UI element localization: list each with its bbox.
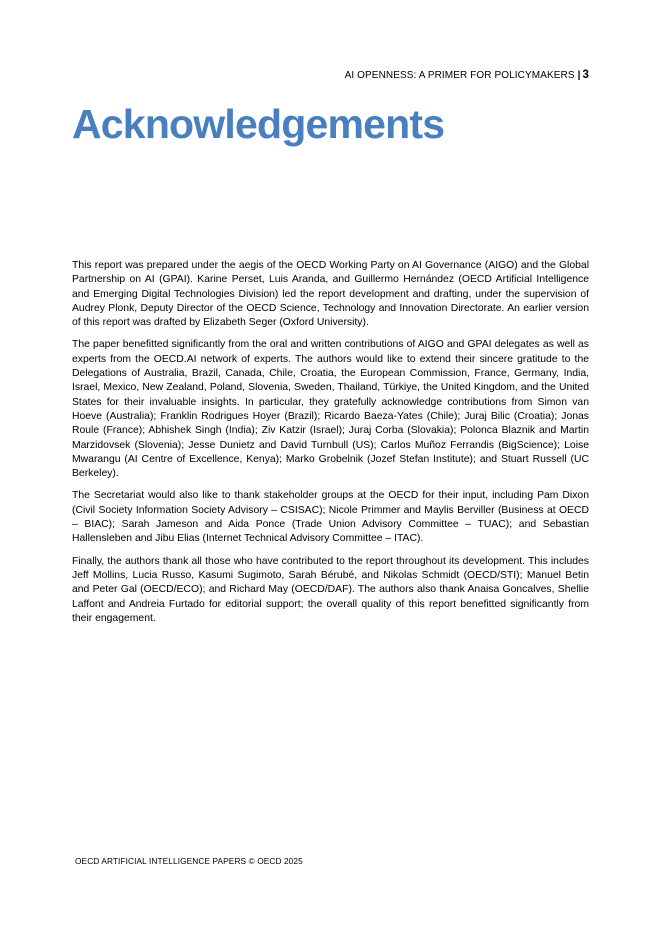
page-number: 3 (582, 69, 589, 81)
body-text (72, 259, 589, 634)
page-footer: OECD ARTIFICIAL INTELLIGENCE PAPERS © OECD 2025 (75, 856, 303, 866)
page-title: Acknowledgements (72, 101, 445, 147)
paragraph-4: Finally, the authors thank all those who have contributed to the report throughout its development. This includes Jeff Mollins, Lucia Russo, Kasumi Sugimoto, Sarah Bérubé, and Nikolas Schmidt (OECD/STI); Manuel Betin and Peter Gal (OECD/ECO); and Richard May (OECD/DAF). The authors also thank Anaisa Goncalves, Shellie Laffont and Andreia Furtado for editorial support; the overall quality of this report benefitted significantly from their engagement. (72, 555, 589, 624)
running-header-title: AI OPENNESS: A PRIMER FOR POLICYMAKERS (344, 70, 575, 81)
paragraph-1: This report was prepared under the aegis of the OECD Working Party on AI Governance (AIGO) and the Global Partnership on AI (GPAI). Karine Perset, Luis Aranda, and Guillermo Hernández (OECD Artificial Intelligence and Emerging Digital Technologies Division) led the report development and drafting, under the supervision of Audrey Plonk, Deputy Director of the OECD Science, Technology and Innovation Directorate. An earlier version of this report was drafted by Elizabeth Seger (Oxford University). (72, 260, 589, 329)
running-header-separator: | (577, 70, 581, 81)
paragraph-3: The Secretariat would also like to thank stakeholder groups at the OECD for their input, including Pam Dixon (Civil Society Information Society Advisory – CSISAC); Nicole Primmer and Maylis Berviller (Business at OECD – BIAC); Sarah Jameson and Aida Ponce (Trade Union Advisory Committee – TUAC); and Sebastian Hallensleben and Jibu Elias (Internet Technical Advisory Committee – ITAC). (72, 490, 589, 545)
paragraph-2: The paper benefitted significantly from the oral and written contributions of AIGO and GPAI delegates as well as experts from the OECD.AI network of experts. The authors would like to extend their sincere gratitude to the Delegations of Australia, Brazil, Canada, Chile, Croatia, the European Commission, France, Germany, India, Israel, Mexico, New Zealand, Poland, Slovenia, Sweden, Thailand, Türkiye, the United Kingdom, and the United States for their invaluable insights. In particular, they gratefully acknowledge contributions from Simon van Hoeve (Australia); Franklin Rodrigues Hoyer (Brazil); Ricardo Baeza-Yates (Chile); Juraj Bilic (Croatia); Jonas Roule (France); Abhishek Singh (India); Ziv Katzir (Israel); Juraj Corba (Slovakia); Polonca Blaznik and Martin Marzidovsek (Slovenia); Jesse Dunietz and David Turnbull (US); Carlos Muñoz Ferrandis (BigScience); Loise Mwarangu (AI Centre of Excellence, Kenya); Marko Grobelnik (Jozef Stefan Institute); and Stuart Russell (UC Berkeley). (72, 339, 589, 480)
running-header (345, 69, 589, 81)
